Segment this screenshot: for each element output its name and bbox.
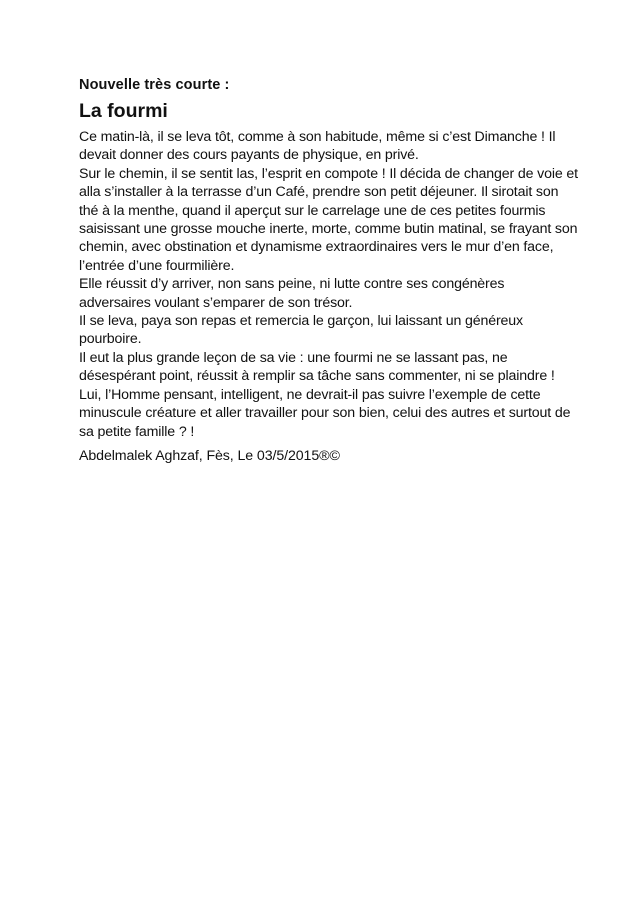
story-body — [79, 128, 579, 441]
story-paragraph: Il eut la plus grande leçon de sa vie : une fourmi ne se lassant pas, ne désespérant point, réussit à remplir sa tâche sans commenter, ni se plaindre ! — [79, 349, 555, 385]
story-paragraph: Ce matin-là, il se leva tôt, comme à son habitude, même si c’est Dimanche ! Il devait donner des cours payants de physique, en privé. — [79, 129, 556, 164]
story-paragraph: Il se leva, paya son repas et remercia le garçon, lui laissant un généreux pourboire. — [79, 313, 523, 348]
story-paragraph: Elle réussit d’y arriver, non sans peine, ni lutte contre ses congénères adversaires voulant s’emparer de son trésor. — [79, 276, 505, 311]
story-paragraph: Sur le chemin, il se sentit las, l’esprit en compote ! Il décida de changer de voie et alla s’installer à la terrasse d’un Café, prendre son petit déjeuner. Il sirotait son thé à la menthe, quand il aperçut sur le carrelage une de ces petites fourmis saisissant une grosse mouche inerte, morte, comme butin matinal, se frayant son chemin, avec obstination et dynamisme extraordinaires vers le mur d’en face, l’entrée d’une fourmilière. — [79, 165, 578, 274]
story-paragraph: Lui, l’Homme pensant, intelligent, ne devrait-il pas suivre l’exemple de cette minuscule créature et aller travailler pour son bien, celui des autres et surtout de sa petite famille ? ! — [79, 386, 571, 440]
story-kicker: Nouvelle très courte : — [79, 77, 230, 93]
author-signature: Abdelmalek Aghzaf, Fès, Le 03/5/2015®© — [79, 447, 340, 464]
document-content — [79, 76, 579, 465]
story-title: La fourmi — [79, 100, 168, 122]
